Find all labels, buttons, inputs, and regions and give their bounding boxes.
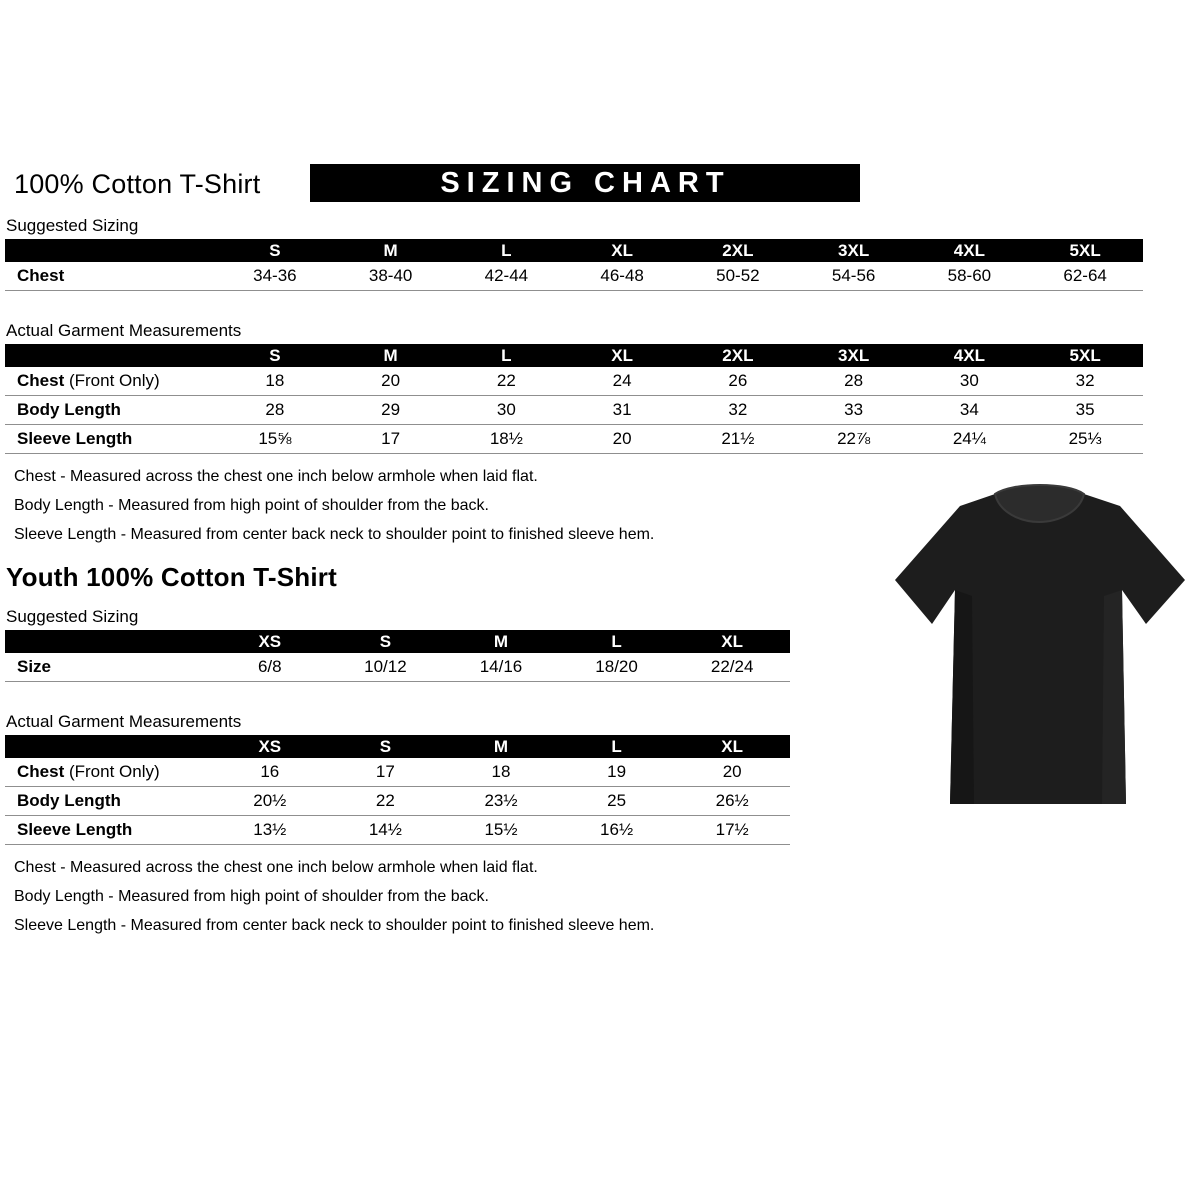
value-cell: 10/12 — [364, 657, 407, 676]
value-cell: 14/16 — [479, 657, 523, 676]
table-row — [5, 787, 790, 816]
size-header-cell: 5XL — [1069, 345, 1101, 365]
table-header-row — [5, 344, 1143, 367]
value-cell: 46-48 — [600, 266, 644, 285]
value-cell: 24¼ — [952, 429, 986, 448]
row-label — [5, 820, 212, 840]
page-title: 100% Cotton T-Shirt — [14, 169, 261, 199]
value-cell: 31 — [612, 400, 632, 419]
table-row — [5, 262, 1143, 291]
row-label — [5, 791, 212, 811]
youth-suggested-sizing-label: Suggested Sizing — [6, 607, 139, 626]
sizing-chart-banner — [310, 164, 860, 202]
value-cell: 18 — [265, 371, 285, 390]
row-label — [5, 762, 212, 782]
value-cell: 24 — [612, 371, 632, 390]
value-cell: 18/20 — [595, 657, 638, 676]
value-cell: 42-44 — [484, 266, 529, 285]
value-cell: 25 — [607, 791, 627, 810]
table-header-row — [5, 630, 790, 653]
value-cell: 25⅓ — [1068, 429, 1102, 448]
value-cell: 18½ — [489, 429, 523, 448]
row-label — [5, 371, 217, 391]
youth-measurement-notes — [14, 859, 1200, 935]
value-cell: 17½ — [715, 820, 749, 839]
value-cell: 20 — [612, 429, 632, 448]
size-header-cell: S — [269, 240, 281, 260]
value-cell: 29 — [381, 400, 401, 419]
table-header-row — [5, 239, 1143, 262]
size-header-cell: M — [383, 345, 398, 365]
value-cell: 34 — [959, 400, 979, 419]
size-header-cell: XL — [611, 345, 633, 365]
value-cell: 16 — [260, 762, 280, 781]
youth-section-title: Youth 100% Cotton T-Shirt — [6, 562, 337, 592]
table-row — [5, 396, 1143, 425]
size-header-cell: L — [611, 736, 622, 756]
value-cell: 30 — [496, 400, 516, 419]
value-cell: 15½ — [484, 820, 518, 839]
value-cell: 62-64 — [1063, 266, 1107, 285]
value-cell: 35 — [1075, 400, 1095, 419]
size-header-cell: S — [379, 631, 392, 651]
row-label-text: Size — [17, 657, 52, 676]
note-chest: Chest - Measured across the chest one inch below armhole when laid flat. — [14, 468, 538, 485]
value-cell: 32 — [1075, 371, 1095, 390]
value-cell: 22 — [496, 371, 516, 390]
size-header-cell: 4XL — [953, 240, 985, 260]
size-header-cell: L — [501, 240, 512, 260]
note-body-length: Body Length - Measured from high point of shoulder from the back. — [14, 888, 489, 905]
value-cell: 14½ — [368, 820, 402, 839]
youth-actual-measurements-label: Actual Garment Measurements — [6, 712, 242, 731]
note-sleeve-length: Sleeve Length - Measured from center back neck to shoulder point to finished sleeve hem. — [14, 526, 655, 543]
header-row — [14, 164, 1200, 202]
size-header-cell: 3XL — [838, 345, 870, 365]
table-row — [5, 758, 790, 787]
value-cell: 28 — [844, 371, 864, 390]
value-cell: 22 — [375, 791, 395, 810]
value-cell: 20 — [722, 762, 742, 781]
value-cell: 23½ — [484, 791, 518, 810]
size-header-cell: L — [611, 631, 622, 651]
size-header-cell: L — [501, 345, 512, 365]
size-header-cell: 4XL — [953, 345, 985, 365]
youth-actual-measurements-table — [5, 735, 790, 845]
black-tshirt-image — [892, 476, 1190, 821]
size-header-cell: S — [379, 736, 392, 756]
value-cell: 34-36 — [253, 266, 297, 285]
size-header-cell: XL — [721, 631, 744, 651]
row-label-text: Chest — [17, 371, 65, 390]
row-label — [5, 400, 217, 420]
value-cell: 26½ — [715, 791, 749, 810]
value-cell: 58-60 — [947, 266, 992, 285]
row-label — [5, 429, 217, 449]
value-cell: 17 — [375, 762, 395, 781]
value-cell: 21½ — [721, 429, 755, 448]
value-cell: 26 — [728, 371, 748, 390]
row-label-text: Body Length — [17, 791, 121, 810]
value-cell: 30 — [959, 371, 979, 390]
value-cell: 17 — [381, 429, 401, 448]
value-cell: 16½ — [600, 820, 634, 839]
adult-suggested-sizing-label: Suggested Sizing — [6, 216, 139, 235]
value-cell: 22/24 — [710, 657, 754, 676]
adult-suggested-sizing-table — [5, 239, 1143, 291]
value-cell: 32 — [728, 400, 748, 419]
value-cell: 22⅞ — [837, 429, 871, 448]
value-cell: 50-52 — [716, 266, 760, 285]
row-label-suffix: (Front Only) — [64, 371, 160, 390]
row-label — [5, 657, 212, 677]
size-header-cell: 3XL — [838, 240, 870, 260]
sizing-chart-banner-label: SIZING CHART — [440, 166, 731, 199]
row-label-text: Sleeve Length — [17, 820, 133, 839]
adult-actual-measurements-label: Actual Garment Measurements — [6, 321, 242, 340]
row-label — [5, 266, 217, 286]
table-row — [5, 653, 790, 682]
value-cell: 15⅝ — [258, 429, 292, 448]
size-header-cell: M — [493, 736, 509, 756]
size-header-cell: 2XL — [722, 345, 754, 365]
table-row — [5, 367, 1143, 396]
value-cell: 38-40 — [368, 266, 413, 285]
size-header-cell: S — [269, 345, 281, 365]
value-cell: 33 — [844, 400, 864, 419]
table-row — [5, 816, 790, 845]
size-header-cell: 2XL — [722, 240, 754, 260]
value-cell: 54-56 — [831, 266, 876, 285]
size-header-cell: XL — [721, 736, 744, 756]
adult-actual-measurements-table — [5, 344, 1143, 454]
value-cell: 19 — [607, 762, 627, 781]
size-header-cell: 5XL — [1069, 240, 1101, 260]
size-header-cell: M — [383, 240, 398, 260]
size-header-cell: XS — [258, 631, 282, 651]
value-cell: 20½ — [253, 791, 287, 810]
youth-suggested-sizing-table — [5, 630, 790, 682]
row-label-text: Sleeve Length — [17, 429, 133, 448]
value-cell: 28 — [265, 400, 285, 419]
table-header-row — [5, 735, 790, 758]
row-label-text: Chest — [17, 266, 65, 285]
value-cell: 13½ — [253, 820, 287, 839]
size-header-cell: XS — [258, 736, 282, 756]
value-cell: 18 — [491, 762, 511, 781]
size-header-cell: XL — [611, 240, 633, 260]
note-chest: Chest - Measured across the chest one inch below armhole when laid flat. — [14, 859, 538, 876]
row-label-text: Chest — [17, 762, 65, 781]
value-cell: 6/8 — [257, 657, 282, 676]
note-body-length: Body Length - Measured from high point of shoulder from the back. — [14, 497, 489, 514]
tshirt-graphic — [892, 476, 1190, 821]
row-label-text: Body Length — [17, 400, 121, 419]
row-label-suffix: (Front Only) — [64, 762, 160, 781]
table-row — [5, 425, 1143, 454]
value-cell: 20 — [381, 371, 401, 390]
note-sleeve-length: Sleeve Length - Measured from center back neck to shoulder point to finished sleeve hem. — [14, 917, 655, 934]
size-header-cell: M — [493, 631, 509, 651]
